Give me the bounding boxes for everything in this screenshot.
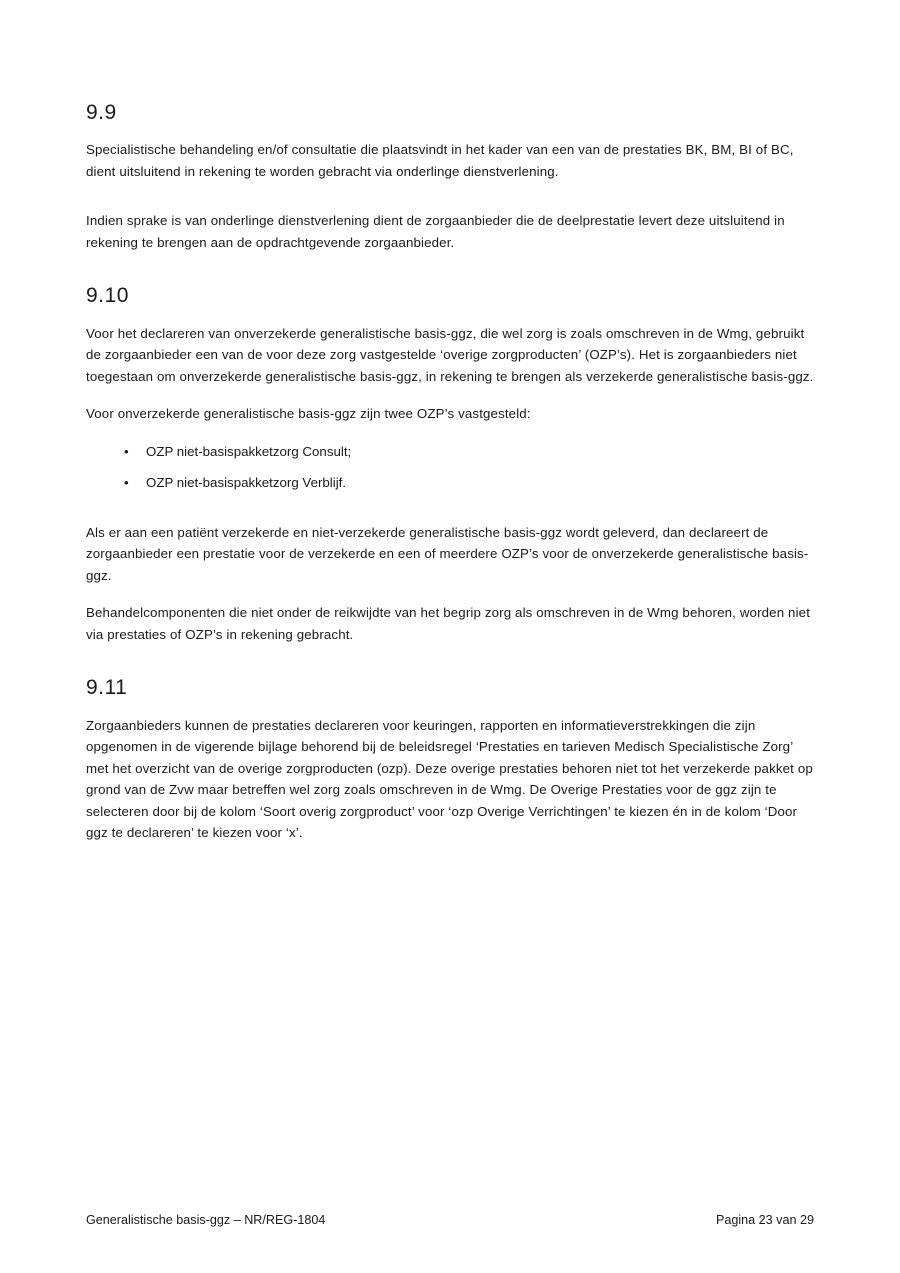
footer-page-number: Pagina 23 van 29	[715, 1213, 814, 1227]
spacer	[86, 504, 816, 522]
list-item-label: OZP niet-basispakketzorg Consult;	[146, 443, 352, 459]
bullet-icon: •	[124, 475, 129, 491]
paragraph-9-10-1: Voor het declareren van onverzekerde generalistische basis-ggz, die wel zorg is zoals omschreven in de Wmg, gebruikt de zorgaanbieder een van de voor deze zorg vastgestelde ‘overige zorgproducten’ (OZP’s). Het is zorgaanbieders niet toegestaan om onverzekerde generalistische basis-ggz, in rekening te brengen als verzekerde generalistische basis-ggz.	[86, 325, 814, 384]
list-item-label: OZP niet-basispakketzorg Verblijf.	[146, 475, 347, 491]
paragraph-9-10-4: Behandelcomponenten die niet onder de reikwijdte van het begrip zorg als omschreven in de Wmg behoren, worden niet via prestaties of OZP’s in rekening gebracht.	[86, 605, 811, 642]
paragraph-9-9-2: Indien sprake is van onderlinge dienstverlening dient de zorgaanbieder die de deelprestatie levert deze uitsluitend in rekening te brengen aan de opdrachtgevende zorgaanbieder.	[86, 213, 785, 250]
section-heading-9-9: 9.9	[86, 101, 117, 124]
bullet-icon: •	[124, 443, 129, 459]
paragraph-9-10-3: Als er aan een patiënt verzekerde en niet-verzekerde generalistische basis-ggz wordt geleverd, dan declareert de zorgaanbieder een prestatie voor de verzekerde en een of meerdere OZP’s voor de onverzekerde generalistische basis-ggz.	[86, 524, 809, 583]
document-body	[86, 100, 816, 860]
ozp-list	[86, 441, 816, 494]
paragraph-9-10-2: Voor onverzekerde generalistische basis-ggz zijn twee OZP’s vastgesteld:	[86, 406, 531, 422]
footer-document-title: Generalistische basis-ggz – NR/REG-1804	[86, 1213, 326, 1227]
list-item	[124, 472, 816, 494]
page-footer	[86, 1213, 814, 1227]
list-item	[124, 441, 816, 463]
paragraph-9-9-1: Specialistische behandeling en/of consultatie die plaatsvindt in het kader van een van de prestaties BK, BM, BI of BC, dient uitsluitend in rekening te worden gebracht via onderlinge dienstverlening.	[86, 142, 794, 179]
section-heading-9-10: 9.10	[86, 284, 129, 308]
paragraph-9-11-1: Zorgaanbieders kunnen de prestaties declareren voor keuringen, rapporten en informatieverstrekkingen die zijn opgenomen in de vigerende bijlage behorend bij de beleidsregel ‘Prestaties en tarieven Medisch Specialistische Zorg’ met het overzicht van de overige zorgproducten (ozp). Deze overige prestaties behoren niet tot het verzekerde pakket op grond van de Zvw maar betreffen wel zorg zoals omschreven in de Wmg. De Overige Prestaties voor de ggz zijn te selecteren door bij de kolom ‘Soort overig zorgproduct’ voor ‘ozp Overige Verrichtingen’ te kiezen én in de kolom ‘Door ggz te declareren’ te kiezen voor ‘x’.	[86, 717, 813, 841]
section-heading-9-11: 9.11	[86, 676, 128, 700]
